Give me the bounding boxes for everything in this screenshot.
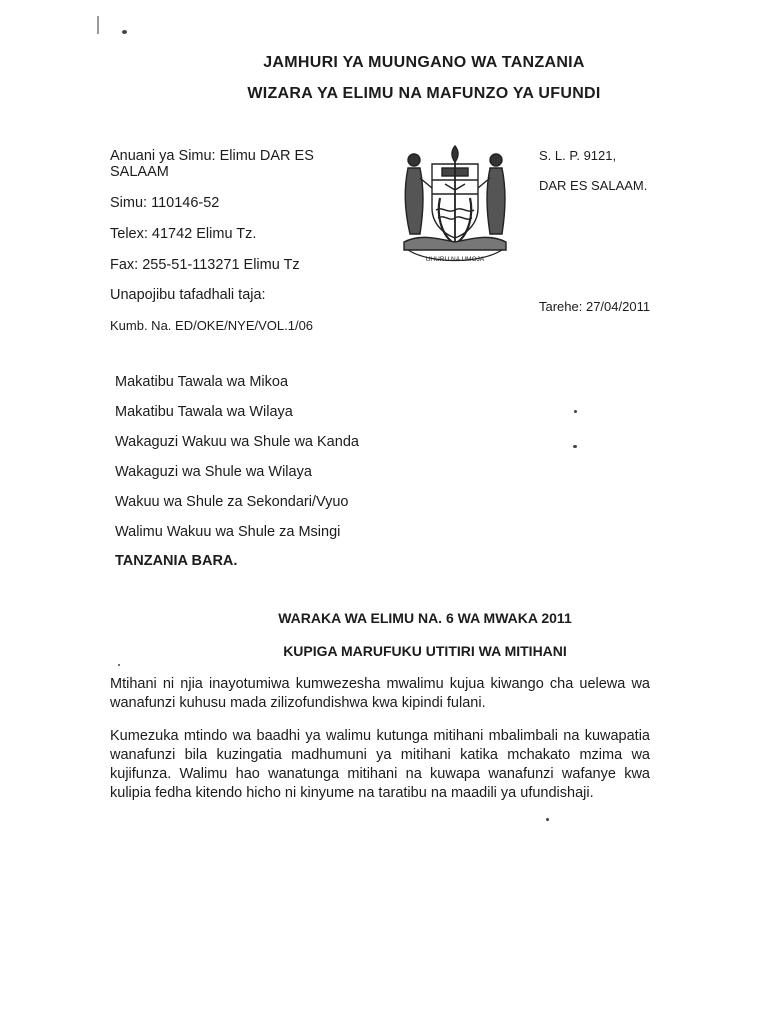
recipients-region: TANZANIA BARA.: [115, 553, 238, 569]
recipient-item: Wakaguzi wa Shule wa Wilaya: [115, 464, 312, 480]
scan-speck: [574, 410, 577, 413]
city: DAR ES SALAAM.: [539, 178, 648, 193]
scan-speck: [573, 445, 577, 448]
letter-date: Tarehe: 27/04/2011: [539, 299, 651, 314]
telex-number: Telex: 41742 Elimu Tz.: [110, 226, 257, 242]
scan-speck: [546, 818, 549, 821]
telegram-address-line1: Anuani ya Simu: Elimu DAR ES: [110, 148, 314, 164]
circular-subject: KUPIGA MARUFUKU UTITIRI WA MITIHANI: [283, 643, 567, 659]
po-box: S. L. P. 9121,: [539, 148, 617, 163]
recipient-item: Wakuu wa Shule za Sekondari/Vyuo: [115, 494, 349, 510]
phone-number: Simu: 110146-52: [110, 195, 220, 211]
reference-number: Kumb. Na. ED/OKE/NYE/VOL.1/06: [110, 318, 314, 333]
telegram-address-line2: SALAAM: [110, 164, 169, 180]
fax-number: Fax: 255-51-113271 Elimu Tz: [110, 257, 300, 273]
scan-speck: [118, 664, 120, 666]
body-paragraph-1: Mtihani ni njia inayotumiwa kumwezesha mwalimu kujua kiwango cha uelewa wa wanafunzi kuhusu mada zilizofundishwa kwa kipindi fulani.: [110, 676, 650, 711]
recipient-item: Makatibu Tawala wa Wilaya: [115, 404, 293, 420]
reply-note: Unapojibu tafadhali taja:: [110, 287, 266, 303]
recipient-item: Makatibu Tawala wa Mikoa: [115, 374, 289, 390]
scan-speck: [97, 16, 99, 34]
coat-of-arms-icon: [390, 138, 520, 268]
ministry-heading: WIZARA YA ELIMU NA MAFUNZO YA UFUNDI: [247, 85, 601, 102]
emblem-motto: UHURU NA UMOJA: [425, 256, 485, 263]
scan-speck: [122, 30, 127, 34]
body-paragraph-2: Kumezuka mtindo wa baadhi ya walimu kutunga mitihani mbalimbali na kuwapatia wanafunzi bila kuzingatia madhumuni ya mitihani katika mchakato mzima wa kujifunza. Walimu hao wanatunga mitihani na kuwapa wanafunzi wafanye kwa kulipia fedha kitendo hicho ni kinyume na taratibu na maadili ya ufundishaji.: [110, 728, 650, 801]
circular-title: WARAKA WA ELIMU NA. 6 WA MWAKA 2011: [278, 610, 572, 626]
republic-heading: JAMHURI YA MUUNGANO WA TANZANIA: [263, 54, 585, 71]
recipient-item: Wakaguzi Wakuu wa Shule wa Kanda: [115, 434, 359, 450]
recipient-item: Walimu Wakuu wa Shule za Msingi: [115, 524, 341, 540]
